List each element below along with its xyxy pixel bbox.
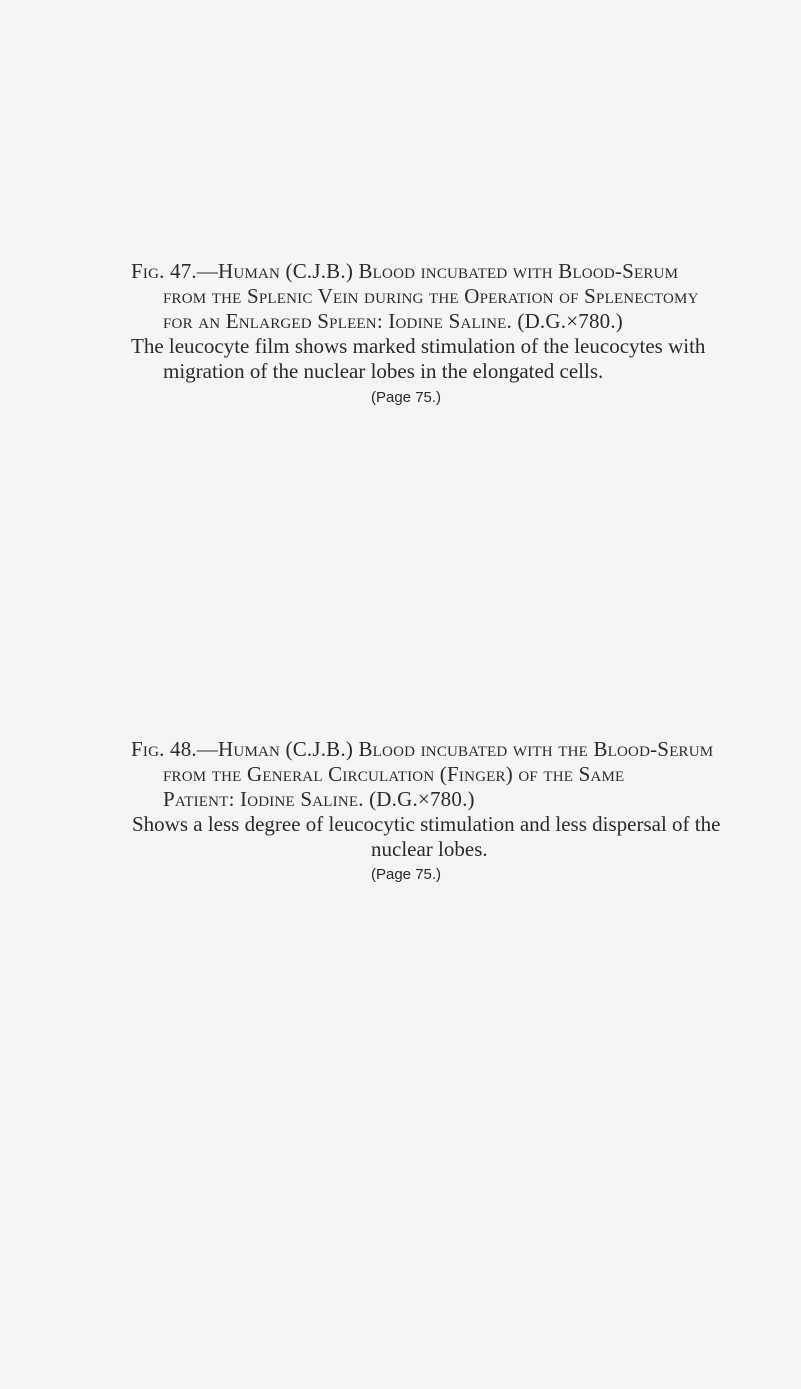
figure-47-heading xyxy=(0,259,801,334)
figure-47-description-line-1: The leucocyte film shows marked stimulation of the leucocytes with xyxy=(131,334,706,358)
figure-47-heading-line-1: Fig. 47.—Human (C.J.B.) Blood incubated with Blood-Serum xyxy=(131,259,679,283)
figure-48-heading-line-1: Fig. 48.—Human (C.J.B.) Blood incubated with the Blood-Serum xyxy=(131,737,714,761)
figure-48-heading-line-3: Patient: Iodine Saline. (D.G.×780.) xyxy=(163,787,475,811)
figure-48-description-line-1: Shows a less degree of leucocytic stimulation and less dispersal of the xyxy=(132,812,721,836)
figure-47-description xyxy=(0,334,801,384)
figure-48-caption xyxy=(0,737,801,885)
figure-47-page-reference: (Page 75.) xyxy=(371,389,442,406)
figure-48-description xyxy=(0,812,801,862)
figure-48-page-reference: (Page 75.) xyxy=(371,866,442,883)
figure-47-description-line-2: migration of the nuclear lobes in the elongated cells. xyxy=(163,359,604,383)
figure-47-caption xyxy=(0,259,801,408)
figure-48-heading-line-2: from the General Circulation (Finger) of the Same xyxy=(163,762,625,786)
figure-48-heading xyxy=(0,737,801,812)
figure-48-description-line-2: nuclear lobes. xyxy=(371,837,488,861)
figure-47-heading-line-2: from the Splenic Vein during the Operation of Splenectomy xyxy=(163,284,699,308)
figure-47-heading-line-3: for an Enlarged Spleen: Iodine Saline. (D.G.×780.) xyxy=(163,309,623,333)
